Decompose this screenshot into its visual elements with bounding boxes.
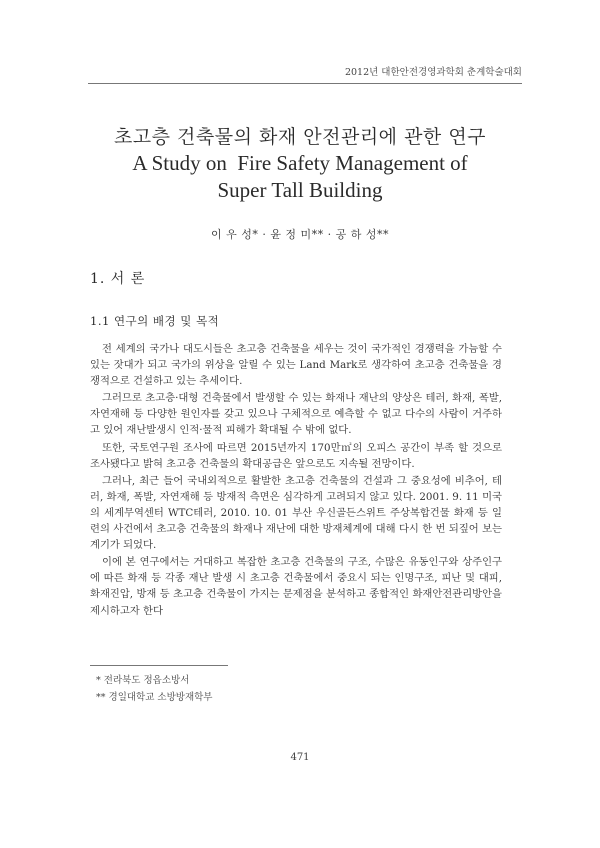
footnote-1: * 전라북도 정읍소방서: [96, 675, 190, 686]
body-text: [90, 341, 502, 619]
title-english-line2: Super Tall Building: [217, 178, 383, 202]
title-korean: 초고층 건축물의 화재 안전관리에 관한 연구: [113, 126, 487, 148]
footnotes: [96, 672, 213, 706]
subsection-heading-background: 1.1 연구의 배경 및 목적: [90, 314, 220, 328]
paragraph: 그러나, 최근 들어 국내외적으로 활발한 초고층 건축물의 건설과 그 중요성에 비추어, 테러, 화재, 폭발, 자연재해 등 방재적 측면은 심각하게 고려되지 않고 있다. 2001. 9. 11 미국의 세계무역센터 WTC테러, 2010. 10. 01 부산 우신골든스위트 주상복합건물 화재 등 일련의 사건에서 초고층 건축물의 화재나 재난에 대한 방재체계에 대해 다시 한 번 되짚어 보는 계기가 되었다.: [90, 474, 502, 552]
section-heading-introduction: 1. 서 론: [90, 271, 146, 287]
paragraph: 또한, 국토연구원 조사에 따르면 2015년까지 170만㎡의 오피스 공간이 부족 할 것으로 조사됐다고 밝혀 초고층 건축물의 확대공급은 앞으로도 지속될 전망이다.: [90, 441, 502, 470]
page-number: 471: [290, 752, 310, 763]
paragraph: 이에 본 연구에서는 거대하고 복잡한 초고층 건축물의 구조, 수많은 유동인구와 상주인구에 따른 화재 등 각종 재난 발생 시 초고층 건축물에서 중요시 되는 인명구조, 피난 및 대피, 화재진압, 방재 등 초고층 건축물이 가지는 문제점을 분석하고 종합적인 화재안전관리방안을 제시하고자 한다: [90, 556, 502, 617]
paragraph: 전 세계의 국가나 대도시들은 초고층 건축물을 세우는 것이 국가적인 경쟁력을 가늠할 수 있는 잣대가 되고 국가의 위상을 알릴 수 있는 Land Mark로 생각하여 초고층 건축물을 경쟁적으로 건설하고 있는 추세이다.: [90, 343, 502, 388]
running-header: 2012년 대한안전경영과학회 춘계학술대회: [344, 67, 522, 78]
title-english: [0, 150, 600, 204]
paragraph: 그러므로 초고층·대형 건축물에서 발생할 수 있는 화재나 재난의 양상은 테러, 화재, 폭발, 자연재해 등 다양한 원인자를 갖고 있으나 구체적으로 예측할 수 없고 다수의 사람이 거주하고 있어 재난발생시 인적·물적 피해가 확대될 수 밖에 없다.: [90, 392, 502, 437]
header-rule: [88, 83, 522, 84]
footnote-2: ** 경일대학교 소방방재학부: [96, 692, 213, 703]
authors: 이 우 성* · 윤 정 미** · 공 하 성**: [210, 228, 390, 241]
footnote-rule: [90, 665, 228, 666]
title-english-line1: A Study on Fire Safety Management of: [132, 151, 468, 175]
